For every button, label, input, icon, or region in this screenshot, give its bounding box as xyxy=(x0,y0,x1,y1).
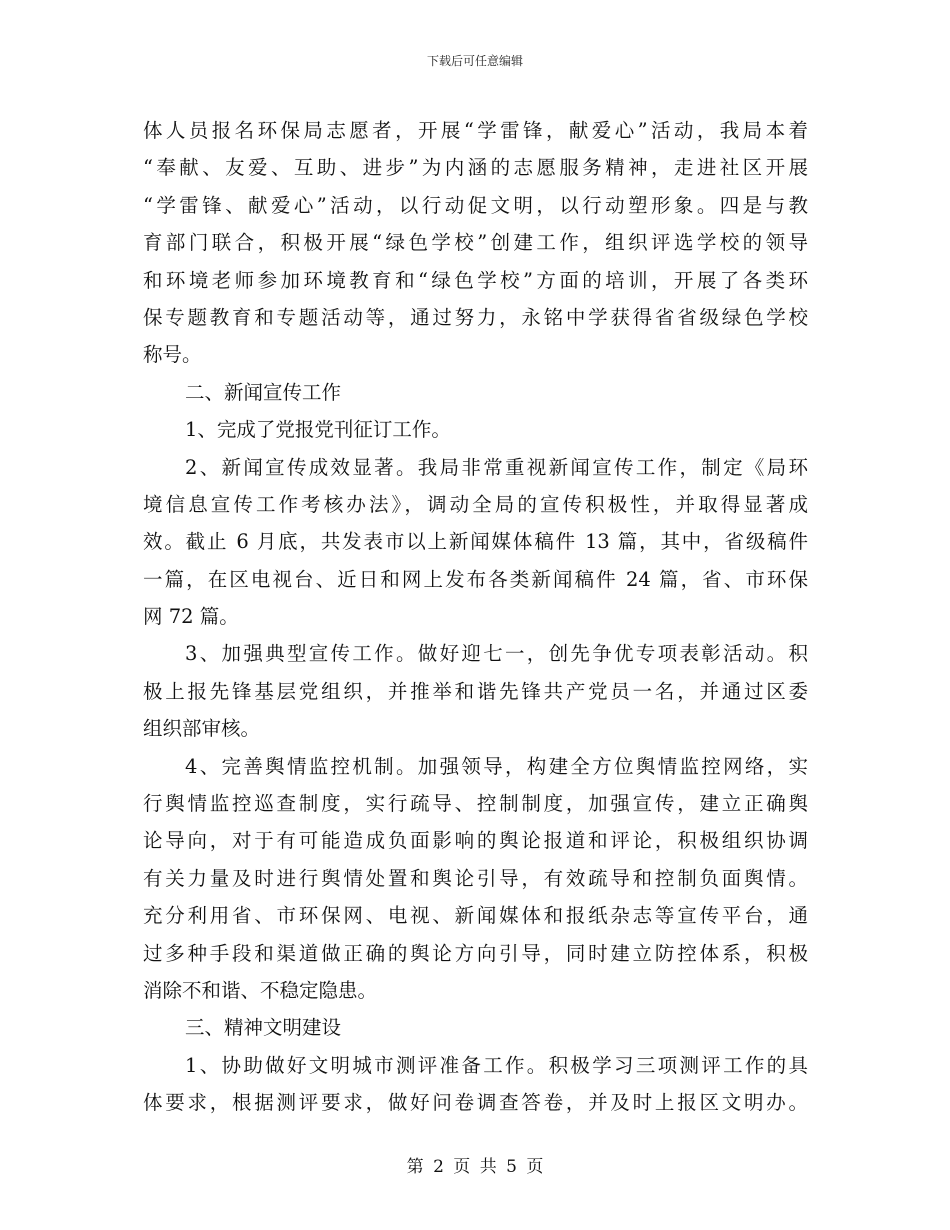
text-line: 论导向，对于有可能造成负面影响的舆论报道和评论，积极组织协调 xyxy=(143,829,808,853)
text-line: 4、完善舆情监控机制。加强领导，构建全方位舆情监控网络，实 xyxy=(185,754,808,778)
text-line: 充分利用省、市环保网、电视、新闻媒体和报纸杂志等宣传平台，通 xyxy=(143,904,808,928)
text-line: 和环境老师参加环境教育和“绿色学校”方面的培训，开展了各类环 xyxy=(143,268,808,292)
text-line: 消除不和谐、不稳定隐患。 xyxy=(143,978,378,1002)
text-line: 育部门联合，积极开展“绿色学校”创建工作，组织评选学校的领导 xyxy=(143,231,808,255)
text-line: “学雷锋、献爱心”活动，以行动促文明，以行动塑形象。四是与教 xyxy=(143,193,808,217)
page-header: 下载后可任意编辑 xyxy=(426,54,523,68)
text-line: 称号。 xyxy=(143,343,202,367)
text-line: 极上报先锋基层党组织，并推举和谐先锋共产党员一名，并通过区委 xyxy=(143,679,808,703)
text-line: 有关力量及时进行舆情处置和舆论引导，有效疏导和控制负面舆情。 xyxy=(143,866,808,890)
text-line: 3、加强典型宣传工作。做好迎七一，创先争优专项表彰活动。积 xyxy=(185,642,808,666)
text-line: 二、新闻宣传工作 xyxy=(185,380,342,404)
document-body xyxy=(143,112,808,1122)
text-line: 行舆情监控巡查制度，实行疏导、控制制度，加强宣传，建立正确舆 xyxy=(143,792,808,816)
text-line: 1、完成了党报党刊征订工作。 xyxy=(185,418,451,442)
text-line: 体要求，根据测评要求，做好问卷调查答卷，并及时上报区文明办。 xyxy=(143,1091,808,1115)
text-line: 体人员报名环保局志愿者，开展“学雷锋，献爱心”活动，我局本着 xyxy=(143,119,808,142)
text-line: 网 72 篇。 xyxy=(143,605,239,629)
text-line: 组织部审核。 xyxy=(143,717,261,741)
text-line: 1、协助做好文明城市测评准备工作。积极学习三项测评工作的具 xyxy=(185,1053,808,1077)
text-line: 三、精神文明建设 xyxy=(185,1016,342,1040)
text-line: 境信息宣传工作考核办法》，调动全局的宣传积极性，并取得显著成 xyxy=(143,492,808,516)
text-line: 2、新闻宣传成效显著。我局非常重视新闻宣传工作，制定《局环 xyxy=(185,455,808,479)
text-line: 过多种手段和渠道做正确的舆论方向引导，同时建立防控体系，积极 xyxy=(143,941,808,965)
text-line: 一篇，在区电视台、近日和网上发布各类新闻稿件 24 篇，省、市环保 xyxy=(143,567,808,591)
text-line: “奉献、友爱、互助、进步”为内涵的志愿服务精神，走进社区开展 xyxy=(143,156,808,180)
page-number: 第 2 页 共 5 页 xyxy=(406,1157,544,1177)
text-line: 效。截止 6 月底，共发表市以上新闻媒体稿件 13 篇，其中，省级稿件 xyxy=(143,530,808,554)
text-line: 保专题教育和专题活动等，通过努力，永铭中学获得省省级绿色学校 xyxy=(143,305,808,329)
